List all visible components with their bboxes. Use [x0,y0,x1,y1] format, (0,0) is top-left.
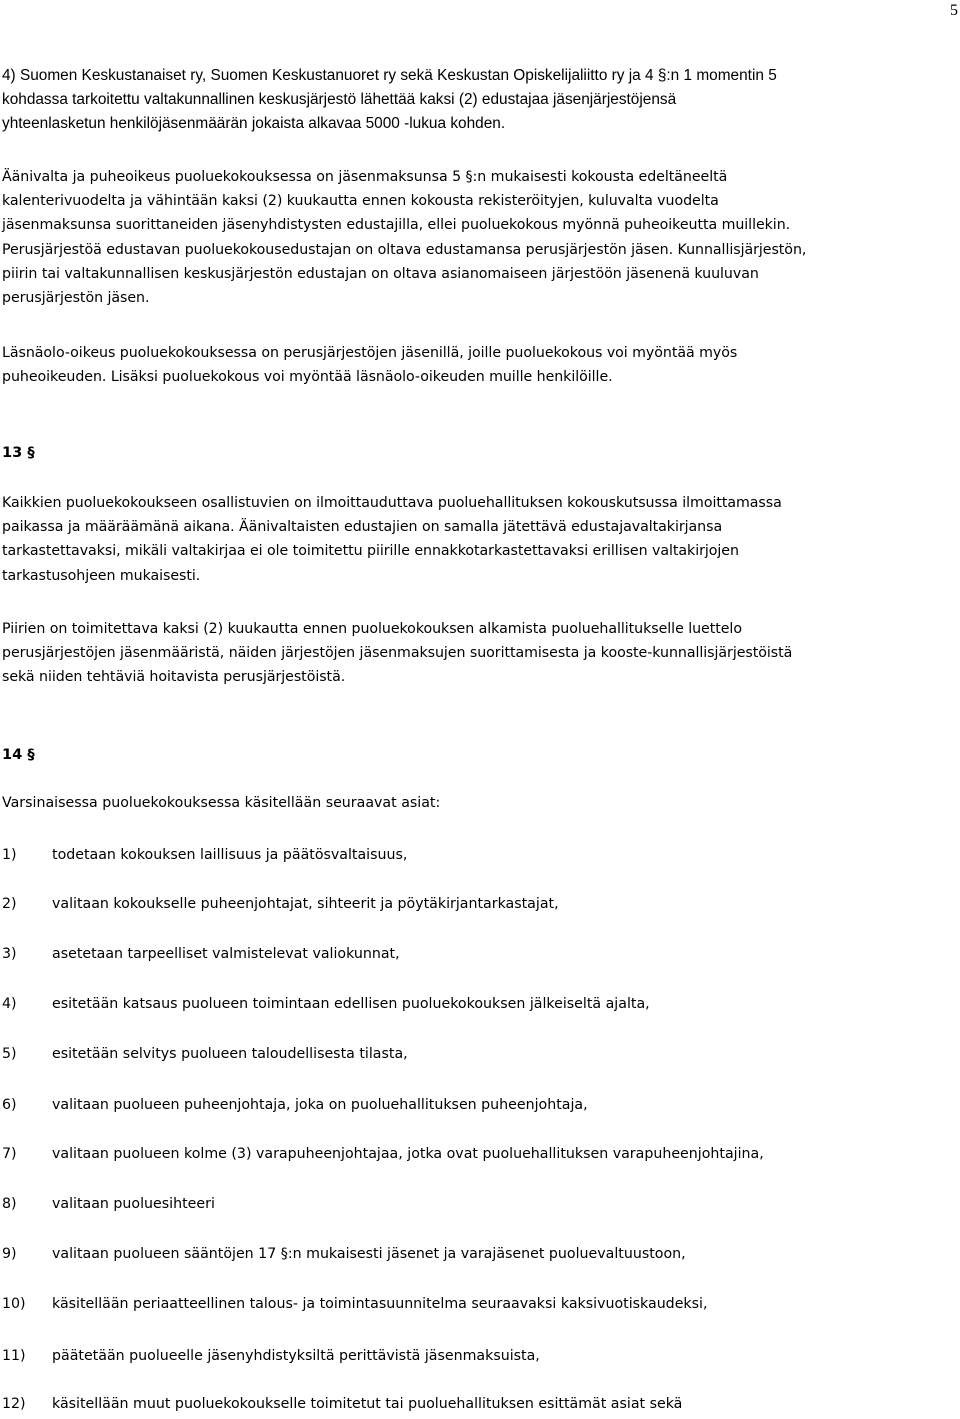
list-item-text: todetaan kokouksen laillisuus ja päätösvaltaisuus, [52,847,408,863]
list-item-number: 5) [2,1046,17,1062]
text-line: Läsnäolo-oikeus puoluekokouksessa on perusjärjestöjen jäsenillä, joille puoluekokous voi myöntää myös [2,345,738,361]
list-item-number: 2) [2,896,17,912]
text-line: perusjärjestöjen jäsenmääristä, näiden järjestöjen jäsenmaksujen suorittamisesta ja kooste-kunnallisjärjestöistä [2,645,793,662]
text-line: Äänivalta ja puheoikeus puoluekokouksessa on jäsenmaksunsa 5 §:n mukaisesti kokousta edeltäneeltä [2,169,728,185]
list-item-text: valitaan puolueen puheenjohtaja, joka on puoluehallituksen puheenjohtaja, [52,1097,588,1113]
list-item-number: 10) [2,1296,26,1312]
list-item-number: 1) [2,847,17,863]
list-item-text: valitaan puolueen kolme (3) varapuheenjohtajaa, jotka ovat puoluehallituksen varapuheenjohtajina, [52,1146,764,1162]
list-item-text: valitaan kokoukselle puheenjohtajat, sihteerit ja pöytäkirjantarkastajat, [52,896,559,912]
list-item-text: päätetään puolueelle jäsenyhdistyksiltä perittävistä jäsenmaksuista, [52,1348,540,1364]
list-item-text: valitaan puoluesihteeri [52,1196,215,1212]
list-item-text: valitaan puolueen sääntöjen 17 §:n mukaisesti jäsenet ja varajäsenet puoluevaltuustoon, [52,1246,686,1262]
section-intro [2,793,952,813]
text-line: piirin tai valtakunnallisen keskusjärjestön edustajan on oltava asianomaiseen järjestöön jäsenenä kuuluvan [2,265,759,282]
text-line: jäsenmaksunsa suorittaneiden jäsenyhdistysten edustajilla, ellei puoluekokous myönnä puheoikeutta muillekin. [2,217,791,234]
paragraph-registration [2,491,952,588]
list-item [2,1194,952,1214]
list-item-number: 7) [2,1146,17,1162]
list-item-text: käsitellään muut puoluekokoukselle toimitetut tai puoluehallituksen esittämät asiat sekä [52,1396,683,1412]
section-heading-13: 13 § [2,444,35,461]
list-item [2,845,952,865]
list-item [2,1294,952,1314]
list-item-text: esitetään selvitys puolueen taloudellisesta tilasta, [52,1046,408,1062]
paragraph-delegates-central-organizations [2,64,952,137]
text-line: tarkastettavaksi, mikäli valtakirjaa ei ole toimitettu piirille ennakkotarkastettavaksi erillisen valtakirjojen [2,543,739,560]
list-item [2,1394,952,1414]
section-heading-14: 14 § [2,746,35,763]
list-item [2,994,952,1014]
text-line: 4) Suomen Keskustanaiset ry, Suomen Keskustanuoret ry sekä Keskustan Opiskelijaliitto ry ja 4 §:n 1 momentin 5 [2,67,777,84]
page-number: 5 [950,2,958,19]
list-item [2,1244,952,1264]
list-item [2,1144,952,1164]
list-item-text: käsitellään periaatteellinen talous- ja toimintasuunnitelma seuraavaksi kaksivuotiskaudeksi, [52,1296,708,1312]
list-item [2,944,952,964]
list-item [2,894,952,914]
text-line: puheoikeuden. Lisäksi puoluekokous voi myöntää läsnäolo-oikeuden muille henkilöille. [2,369,613,386]
text-line: Piirien on toimitettava kaksi (2) kuukautta ennen puoluekokouksen alkamista puoluehallitukselle luettelo [2,621,742,637]
text-line: tarkastusohjeen mukaisesti. [2,567,201,584]
list-item [2,1044,952,1064]
intro-text: Varsinaisessa puoluekokouksessa käsitellään seuraavat asiat: [2,795,441,811]
list-item-number: 11) [2,1348,26,1364]
list-item-text: asetetaan tarpeelliset valmistelevat valiokunnat, [52,946,400,962]
list-item-number: 3) [2,946,17,962]
list-item-number: 6) [2,1097,17,1113]
text-line: kalenterivuodelta ja vähintään kaksi (2) kuukautta ennen kokousta rekisteröityjen, kuluvalta vuodelta [2,193,719,210]
text-line: yhteenlasketun henkilöjäsenmäärän jokaista alkavaa 5000 -lukua kohden. [2,115,506,133]
text-line: paikassa ja määräämänä aikana. Äänivaltaisten edustajien on samalla jätettävä edustajavaltakirjansa [2,519,723,536]
list-item [2,1346,952,1366]
list-item-number: 9) [2,1246,17,1262]
list-item-number: 4) [2,996,17,1012]
paragraph-attendance-rights [2,341,952,389]
paragraph-voting-rights [2,165,952,310]
text-line: sekä niiden tehtäviä hoitavista perusjärjestöistä. [2,669,346,686]
list-item [2,1095,952,1115]
text-line: Perusjärjestöä edustavan puoluekokousedustajan on oltava edustamansa perusjärjestön jäsen. Kunnallisjärjestön, [2,241,807,258]
text-line: kohdassa tarkoitettu valtakunnallinen keskusjärjestö lähettää kaksi (2) edustajaa jäsenjärjestöjensä [2,91,677,109]
text-line: Kaikkien puoluekokoukseen osallistuvien on ilmoittauduttava puoluehallituksen kokouskutsussa ilmoittamassa [2,495,782,511]
list-item-number: 12) [2,1396,26,1412]
list-item-text: esitetään katsaus puolueen toimintaan edellisen puoluekokouksen jälkeiseltä ajalta, [52,996,650,1012]
list-item-number: 8) [2,1196,17,1212]
text-line: perusjärjestön jäsen. [2,290,150,307]
paragraph-district-membership-lists [2,617,952,690]
